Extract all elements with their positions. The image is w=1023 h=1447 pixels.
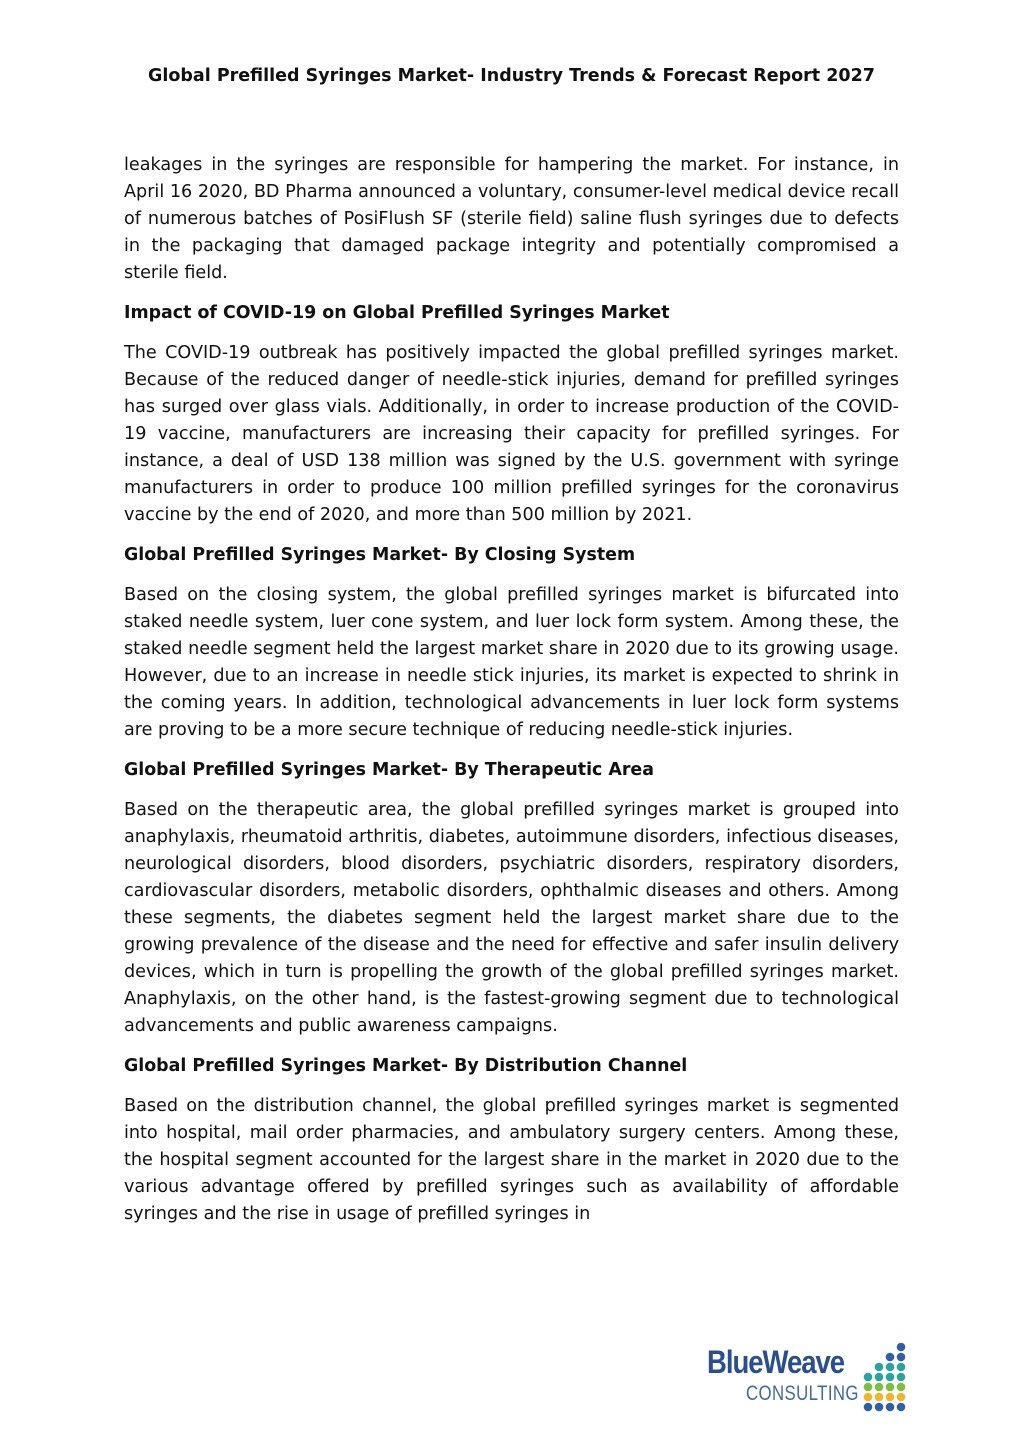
logo-dot bbox=[897, 1353, 906, 1362]
heading-therapeutic-area: Global Prefilled Syringes Market- By Therapeutic Area bbox=[124, 760, 654, 780]
logo-dots-icon bbox=[863, 1342, 909, 1414]
logo-dot bbox=[886, 1383, 895, 1392]
logo-dot bbox=[875, 1383, 884, 1392]
logo-dot bbox=[897, 1403, 906, 1412]
logo-dot bbox=[875, 1393, 884, 1402]
logo-dot bbox=[886, 1403, 895, 1412]
logo-dot bbox=[864, 1373, 873, 1382]
logo-dot bbox=[875, 1373, 884, 1382]
logo-dot bbox=[864, 1383, 873, 1392]
document-title: Global Prefilled Syringes Market- Industry Trends & Forecast Report 2027 bbox=[148, 66, 875, 86]
heading-covid-impact: Impact of COVID-19 on Global Prefilled Syringes Market bbox=[124, 303, 670, 323]
logo-dot bbox=[886, 1373, 895, 1382]
paragraph-closing-system: Based on the closing system, the global prefilled syringes market is bifurcated into staked needle system, luer cone system, and luer lock form system. Among these, the staked needle segment held the largest market share in 2020 due to its growing usage. However, due to an increase in needle stick injuries, its market is expected to shrink in the coming years. In addition, technological advancements in luer lock form systems are proving to be a more secure technique of reducing needle-stick injuries. bbox=[124, 585, 899, 740]
logo-dot bbox=[886, 1363, 895, 1372]
document-body bbox=[124, 152, 899, 1228]
logo-subtitle: CONSULTING bbox=[746, 1382, 859, 1405]
logo-dot bbox=[897, 1363, 906, 1372]
logo-wordmark: BlueWeave bbox=[707, 1344, 845, 1380]
paragraph-intro: leakages in the syringes are responsible for hampering the market. For instance, in April 16 2020, BD Pharma announced a voluntary, consumer-level medical device recall of numerous batches of PosiFlush SF (sterile field) saline flush syringes due to defects in the packaging that damaged package integrity and potentially compromised a sterile field. bbox=[124, 155, 899, 283]
paragraph-covid-impact: The COVID-19 outbreak has positively impacted the global prefilled syringes market. Because of the reduced danger of needle-stick injuries, demand for prefilled syringes has surged over glass vials. Additionally, in order to increase production of the COVID-19 vaccine, manufacturers are increasing their capacity for prefilled syringes. For instance, a deal of USD 138 million was signed by the U.S. government with syringe manufacturers in order to produce 100 million prefilled syringes for the coronavirus vaccine by the end of 2020, and more than 500 million by 2021. bbox=[124, 343, 899, 525]
logo-dot bbox=[886, 1393, 895, 1402]
paragraph-distribution-channel: Based on the distribution channel, the global prefilled syringes market is segmented into hospital, mail order pharmacies, and ambulatory surgery centers. Among these, the hospital segment accounted for the largest share in the market in 2020 due to the various advantage offered by prefilled syringes such as availability of affordable syringes and the rise in usage of prefilled syringes in bbox=[124, 1096, 899, 1224]
blueweave-logo bbox=[707, 1340, 907, 1418]
heading-closing-system: Global Prefilled Syringes Market- By Closing System bbox=[124, 545, 636, 565]
logo-dot bbox=[864, 1393, 873, 1402]
logo-dot bbox=[875, 1403, 884, 1412]
logo-dot bbox=[886, 1353, 895, 1362]
logo-dot bbox=[897, 1343, 906, 1352]
paragraph-therapeutic-area: Based on the therapeutic area, the global prefilled syringes market is grouped into anaphylaxis, rheumatoid arthritis, diabetes, autoimmune disorders, infectious diseases, neurological disorders, blood disorders, psychiatric disorders, respiratory disorders, cardiovascular disorders, metabolic disorders, ophthalmic diseases and others. Among these segments, the diabetes segment held the largest market share due to the growing prevalence of the disease and the need for effective and safer insulin delivery devices, which in turn is propelling the growth of the global prefilled syringes market. Anaphylaxis, on the other hand, is the fastest-growing segment due to technological advancements and public awareness campaigns. bbox=[124, 800, 899, 1036]
logo-dot bbox=[864, 1403, 873, 1412]
logo-dot bbox=[897, 1393, 906, 1402]
logo-dot bbox=[897, 1373, 906, 1382]
logo-dot bbox=[875, 1363, 884, 1372]
heading-distribution-channel: Global Prefilled Syringes Market- By Distribution Channel bbox=[124, 1056, 688, 1076]
logo-dot bbox=[897, 1383, 906, 1392]
